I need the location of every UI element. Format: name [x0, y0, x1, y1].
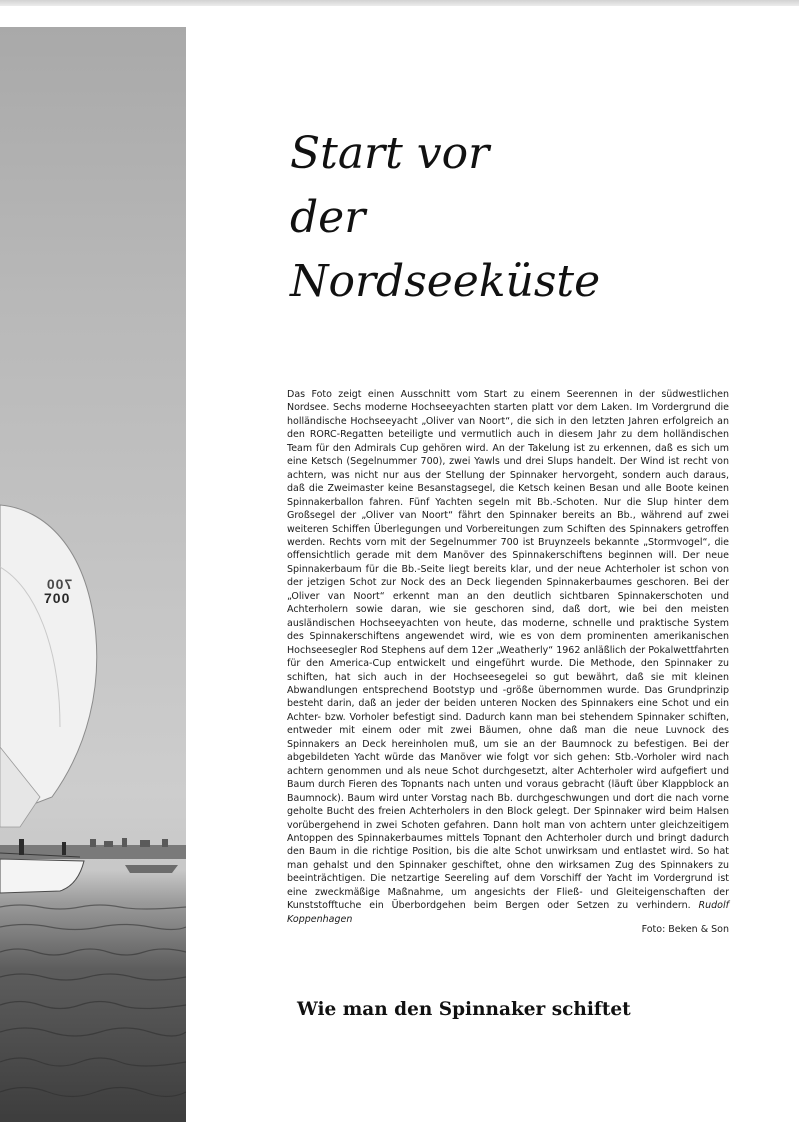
article-title-line-3: Nordseeküste	[290, 256, 601, 307]
shoreline	[0, 845, 186, 859]
sailing-photo	[0, 27, 186, 1122]
sail-number: 700	[44, 590, 71, 606]
sailing-photo-illustration	[0, 27, 186, 1122]
page-top-edge	[0, 0, 799, 6]
section-subheadline: Wie man den Spinnaker schiftet	[297, 999, 631, 1020]
sail-number-label	[44, 577, 84, 605]
article-body	[287, 388, 729, 926]
article-body-text: Das Foto zeigt einen Ausschnitt vom Start zu einem Seerennen in der südwestlichen Nordsee. Sechs moderne Hochseeyachten starten platt vor dem Laken. Im Vordergrund die holländische Hochseeyacht „Oliver van Noort“, die sich in den letzten Jahren erfolgreich an den RORC-Regatten beteiligte und vermutlich auch in diesem Jahr zu dem holländischen Team für den Admirals Cup gehören wird. An der Takelung ist zu erkennen, daß es sich um eine Ketsch (Segelnummer 700), zwei Yawls und drei Slups handelt. Der Wind ist recht von achtern, was nicht nur aus der Stellung der Spinnaker hervorgeht, sondern auch daraus, daß die Zweimaster keine Besanstagsegel, die Ketsch keinen Besan und alle Boote keinen Spinnakerballon fahren. Fünf Yachten segeln mit Bb.-Schoten. Nur die Slup hinter dem Großsegel der „Oliver van Noort“ fährt den Spinnaker bereits an Bb., während auf zwei weiteren Schiffen Überlegungen und Vorbereitungen zum Schiften des Spinnakers getroffen werden. Rechts vorn mit der Segelnummer 700 ist Bruynzeels bekannte „Stormvogel“, die offensichtlich gerade mit dem Manöver des Spinnakerschiftens beginnen will. Der neue Spinnakerbaum für die Bb.-Seite liegt bereits klar, und der neue Achterholer ist schon von der jetzigen Schot zur Nock des an Deck liegenden Spinnakerbaumes geschoren. Bei der „Oliver van Noort“ erkennt man an den deutlich sichtbaren Spinnakerschoten und Achterholern sowie daran, wie sie geschoren sind, daß dort, wie bei den meisten ausländischen Hochseeyachten von heute, das moderne, schnelle und praktische System des Spinnakerschiftens angewendet wird, wie es von dem prominenten amerikanischen Hochseesegler Rod Stephens auf dem 12er „Weatherly“ 1962 anläßlich der Pokalwettfahrten für den America-Cup entwickelt und eingeführt wurde. Die Methode, den Spinnaker zu schiften, hat sich auch in der Hochseesegelei so gut bewährt, daß sie mit kleinen Abwandlungen entsprechend Bootstyp und -größe übernommen wurde. Das Grundprinzip besteht darin, daß an jeder der beiden unteren Nocken des Spinnakers eine Schot und ein Achter- bzw. Vorholer befestigt sind. Dadurch kann man bei stehendem Spinnaker schiften, entweder mit einem oder mit zwei Bäumen, ohne daß man die neue Luvnock des Spinnakers an Deck hereinholen muß, um sie an der Baumnock zu befestigen. Bei der abgebildeten Yacht würde das Manöver wie folgt vor sich gehen: Stb.-Vorholer wird nach achtern genommen und als neue Schot durchgesetzt, alter Achterholer wird aufgefiert und Baum durch Fieren des Topnants nach unten und voraus gebracht (läuft über Klappblock an Baumnock). Baum wird unter Vorstag nach Bb. durchgeschwungen und dort die nach vorne geholte Bucht des freien Achterholers in den Block gelegt. Der Spinnaker wird beim Halsen vorübergehend in zwei Schoten gefahren. Dann holt man von achtern unter gleichzeitigem Antoppen des Spinnakerbaumes mittels Topnant den Achterholer durch und bringt dadurch den Baum in die richtige Position, bis die alte Schot unwirksam und entlastet wird. So hat man gehalst und den Spinnaker geschiftet, ohne den wirksamen Zug des Spinnakers zu beeinträchtigen. Die netzartige Seereling auf dem Vorschiff der Yacht im Vordergrund ist eine zweckmäßige Maßnahme, um angesichts der Fließ- und Gleiteigenschaften der Kunststofftuche ein Überbordgehen beim Bergen oder Setzen zu verhindern.	[287, 389, 729, 912]
distant-boat	[125, 865, 178, 873]
article-title-line-2: der	[290, 192, 366, 243]
article-author: Rudolf Koppenhagen	[287, 900, 729, 925]
sail-number-mirrored: 700	[45, 576, 73, 592]
article-title	[290, 122, 600, 314]
yacht-hull	[0, 859, 84, 893]
photo-credit: Foto: Beken & Son	[641, 924, 729, 935]
article-title-line-1: Start vor	[290, 128, 490, 179]
water-waves	[0, 905, 186, 1097]
